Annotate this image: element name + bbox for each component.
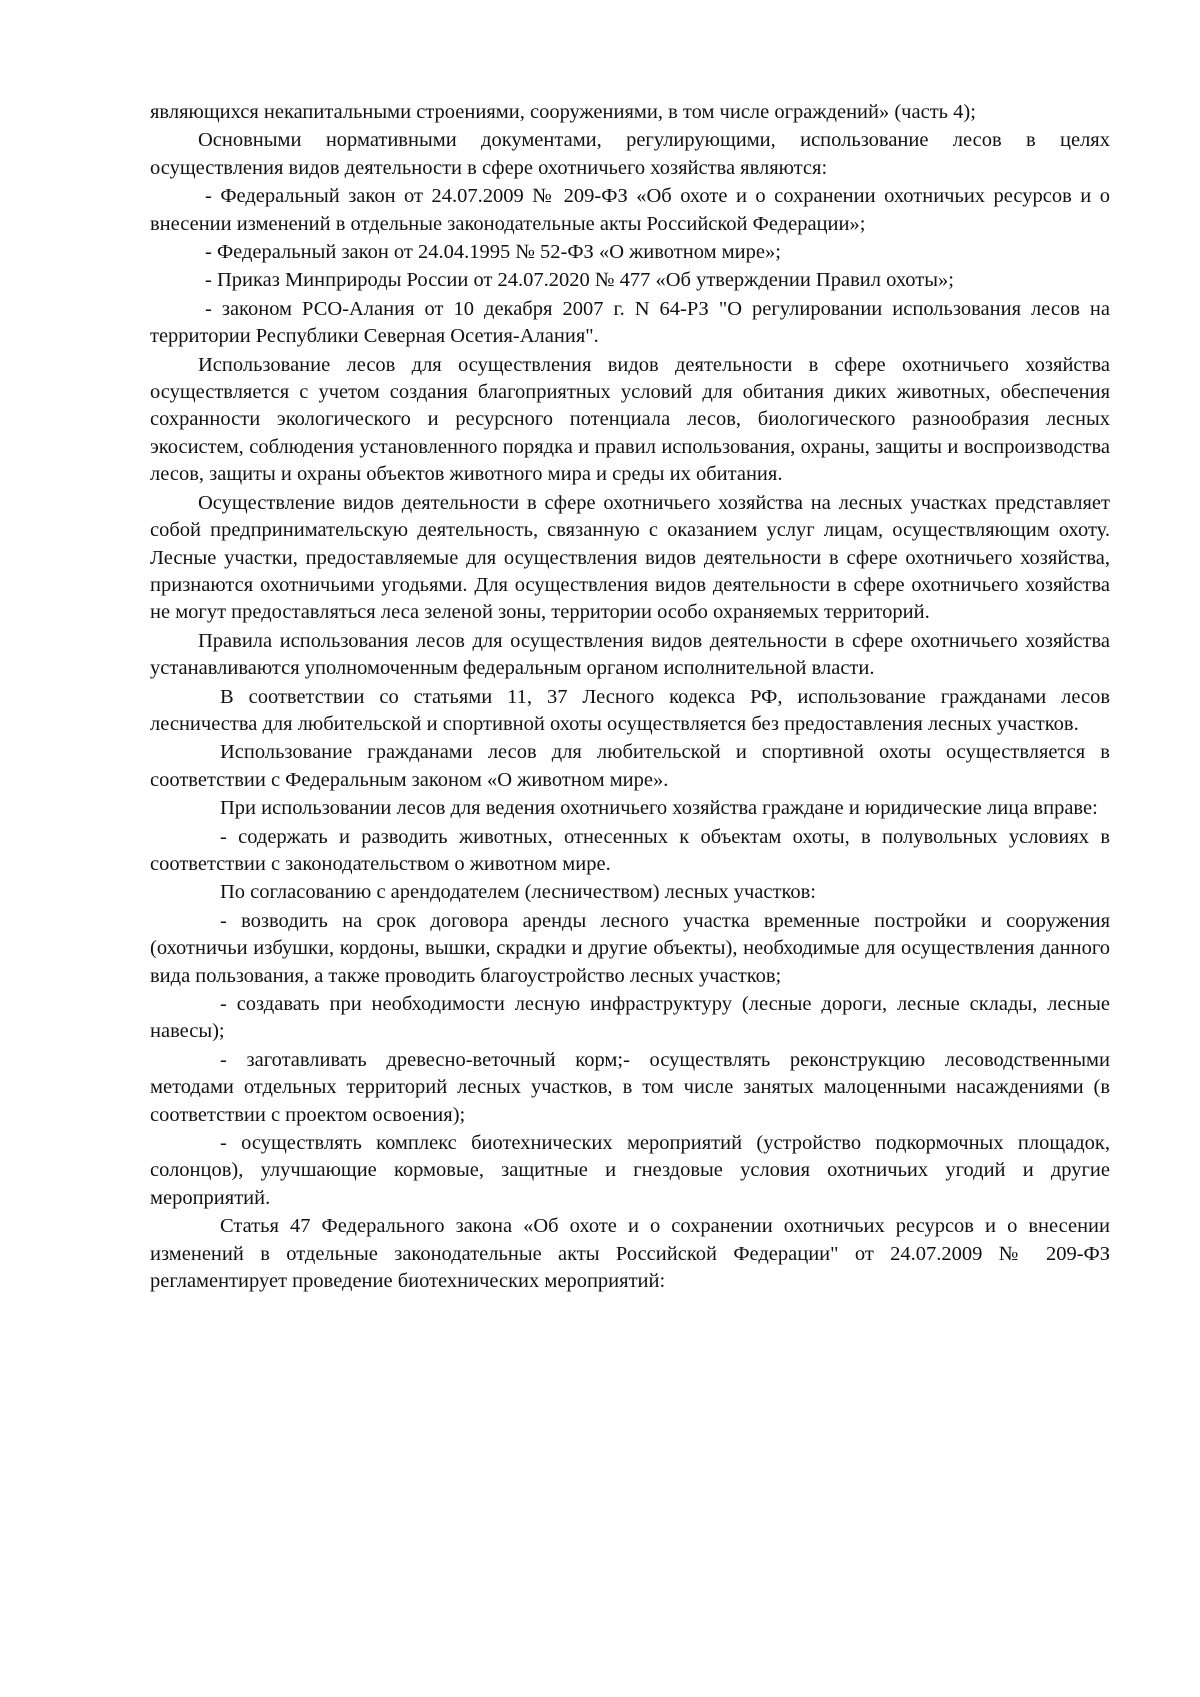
paragraph-normative-docs: Основными нормативными документами, регулирующими, использование лесов в целях осуществления видов деятельности в сфере охотничьего хозяйства являются:: [150, 129, 1110, 179]
paragraph-articles: В соответствии со статьями 11, 37 Лесного кодекса РФ, использование гражданами лесов лесничества для любительской и спортивной охоты осуществляется без предоставления лесных участков.: [150, 685, 1110, 735]
list-item-law-209: - Федеральный закон от 24.07.2009 № 209-ФЗ «Об охоте и о сохранении охотничьих ресурсов и о внесении изменений в отдельные законодательные акты Российской Федерации»;: [150, 185, 1110, 235]
list-item-law-rso: - законом РСО-Алания от 10 декабря 2007 г. N 64-РЗ "О регулировании использования лесов на территории Республики Северная Осетия-Алания".: [150, 297, 1110, 348]
list-item-order-477: - Приказ Минприроды России от 24.07.2020 № 477 «Об утверждении Правил охоты»;: [205, 269, 954, 292]
list-item-infrastructure: - создавать при необходимости лесную инфраструктуру (лесные дороги, лесные склады, лесные навесы);: [150, 993, 1110, 1043]
list-item-biotech: - осуществлять комплекс биотехнических мероприятий (устройство подкормочных площадок, солонцов), улучшающие кормовые, защитные и гнездовые условия охотничьих угодий и другие мероприятий.: [150, 1132, 1110, 1209]
paragraph-rules: Правила использования лесов для осуществления видов деятельности в сфере охотничьего хозяйства устанавливаются уполномоченным федеральным органом исполнительной власти.: [150, 629, 1110, 680]
paragraph-forest-use: Использование лесов для осуществления видов деятельности в сфере охотничьего хозяйства осуществляется с учетом создания благоприятных условий для обитания диких животных, обеспечения сохранности экологического и ресурсного потенциала лесов, биологического разнообразия лесных экосистем, соблюдения установленного порядка и правил использования, охраны, защиты и воспроизводства лесов, защиты и охраны объектов животного мира и среды их обитания.: [150, 353, 1110, 486]
paragraph-citizens-use: Использование гражданами лесов для любительской и спортивной охоты осуществляется в соответствии с Федеральным законом «О животном мире».: [150, 741, 1110, 791]
paragraph-agreement: По согласованию с арендодателем (лесничеством) лесных участков:: [220, 881, 817, 904]
paragraph-hunting-activity: Осуществление видов деятельности в сфере охотничьего хозяйства на лесных участках представляет собой предпринимательскую деятельность, связанную с оказанием услуг лицам, осуществляющим охоту. Лесные участки, предоставляемые для осуществления видов деятельности в сфере охотничьего хозяйства, признаются охотничьими угодьями. Для осуществления видов деятельности в сфере охотничьего хозяйства не могут предоставляться леса зеленой зоны, территории особо охраняемых территорий.: [150, 491, 1110, 624]
paragraph-article-47: Статья 47 Федерального закона «Об охоте и о сохранении охотничьих ресурсов и о внесении изменений в отдельные законодательные акты Российской Федерации" от 24.07.2009 № 209-ФЗ регламентирует проведение биотехнических мероприятий:: [150, 1215, 1110, 1293]
list-item-keep-animals: - содержать и разводить животных, отнесенных к объектам охоты, в полувольных условиях в соответствии с законодательством о животном мире.: [150, 825, 1110, 875]
list-item-law-52: - Федеральный закон от 24.04.1995 № 52-ФЗ «О животном мире»;: [205, 241, 781, 264]
list-item-build: - возводить на срок договора аренды лесного участка временные постройки и сооружения (охотничьи избушки, кордоны, вышки, скрадки и другие объекты), необходимые для осуществления данного вида пользования, а также проводить благоустройство лесных участков;: [150, 909, 1110, 987]
paragraph-rights: При использовании лесов для ведения охотничьего хозяйства граждане и юридические лица вправе:: [220, 797, 1098, 820]
list-item-feed: - заготавливать древесно-веточный корм;- осуществлять реконструкцию лесоводственными методами отдельных территорий лесных участков, в том числе занятых малоценными насаждениями (в соответствии с проектом освоения);: [150, 1048, 1110, 1126]
document-page: [150, 99, 1110, 1296]
paragraph-continuation: являющихся некапитальными строениями, сооружениями, в том числе ограждений» (часть 4);: [150, 101, 976, 123]
